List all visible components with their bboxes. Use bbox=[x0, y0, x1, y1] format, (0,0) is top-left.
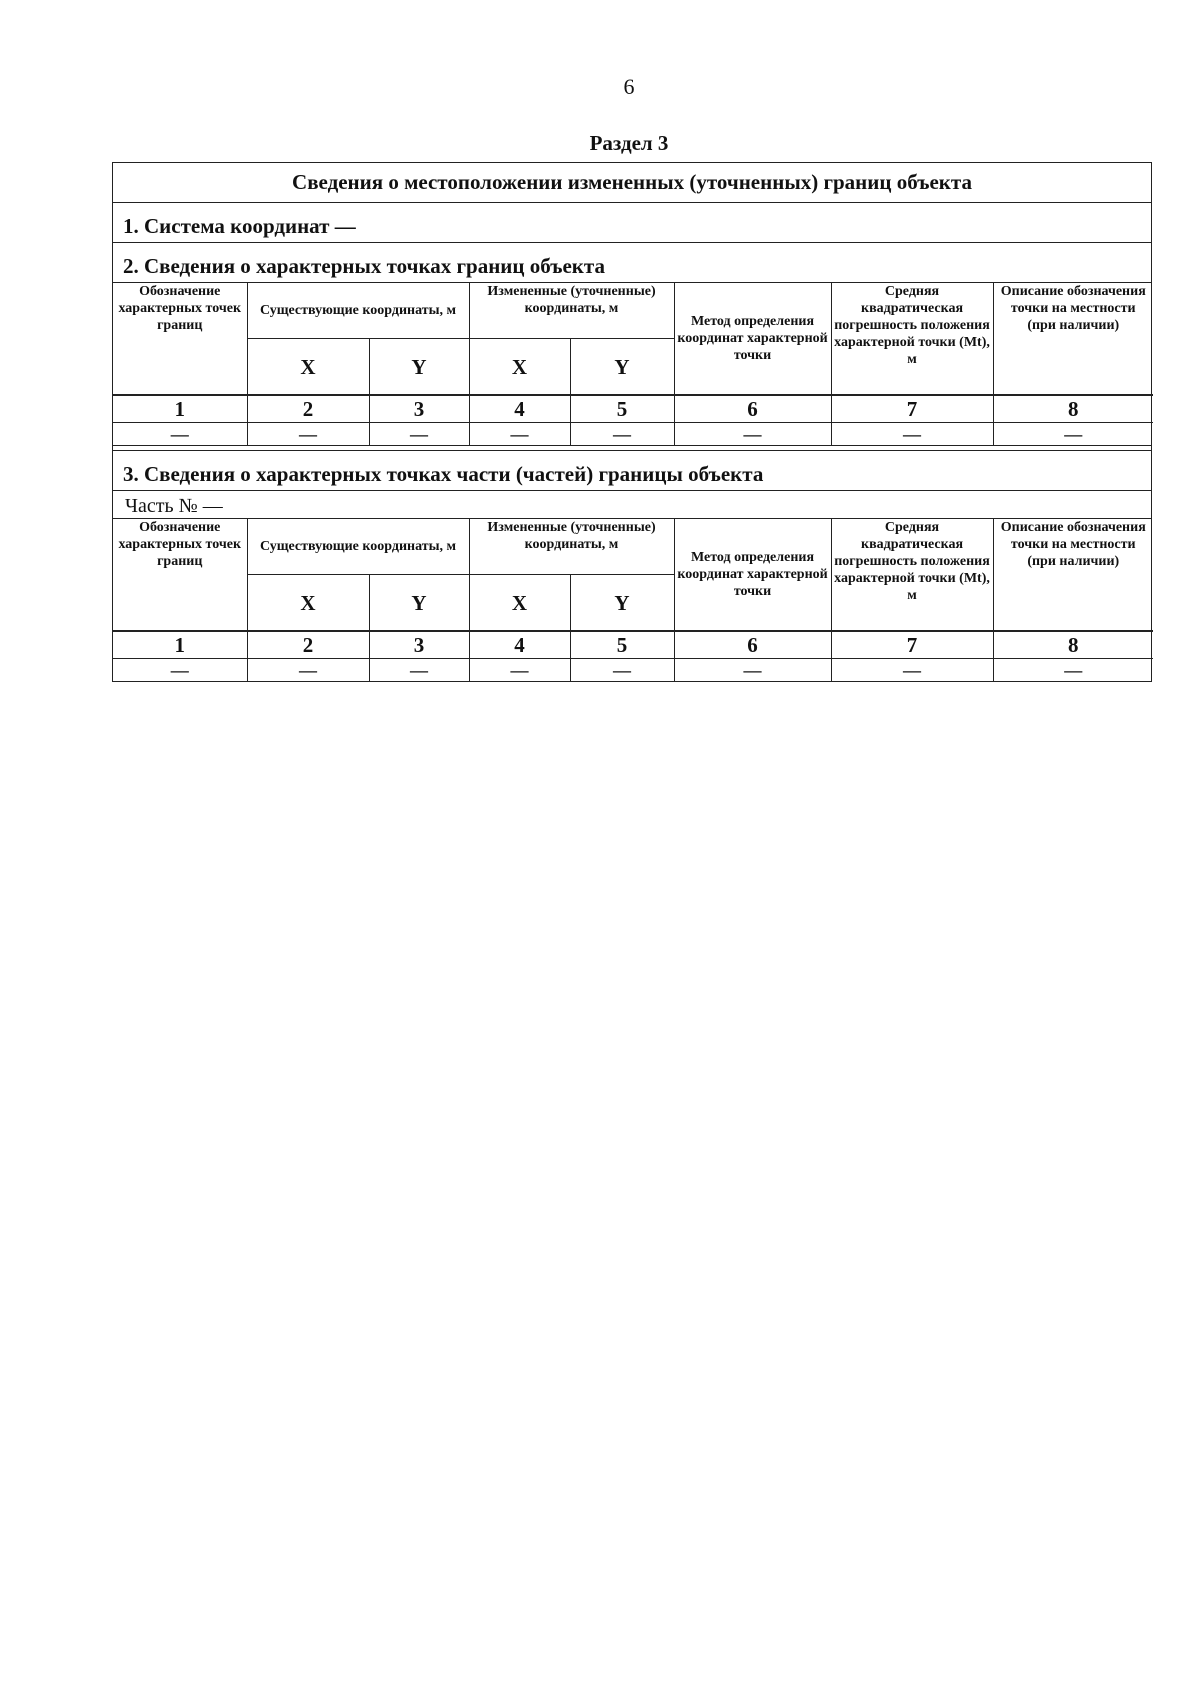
table-row bbox=[113, 659, 1153, 682]
section-title: Раздел 3 bbox=[589, 131, 669, 155]
empty-cell: — bbox=[369, 659, 469, 682]
coordinate-system-row: 1. Система координат — bbox=[113, 203, 1151, 243]
column-numbers-row bbox=[113, 631, 1153, 659]
header-existing-x: X bbox=[247, 339, 369, 396]
table-header-row bbox=[113, 519, 1153, 575]
empty-cell: — bbox=[369, 423, 469, 446]
table-row bbox=[113, 423, 1153, 446]
part-points-table bbox=[113, 519, 1153, 681]
header-existing-y: Y bbox=[369, 339, 469, 396]
empty-cell: — bbox=[570, 423, 674, 446]
empty-cell: — bbox=[831, 659, 993, 682]
empty-cell: — bbox=[113, 423, 247, 446]
empty-cell: — bbox=[993, 659, 1153, 682]
empty-cell: — bbox=[831, 423, 993, 446]
column-number: 2 bbox=[247, 395, 369, 423]
header-description: Описание обозначения точки на местности (при наличии) bbox=[993, 283, 1153, 395]
boundary-points-table bbox=[113, 283, 1153, 445]
empty-cell: — bbox=[570, 659, 674, 682]
column-number: 6 bbox=[674, 395, 831, 423]
empty-cell: — bbox=[674, 659, 831, 682]
column-number: 5 bbox=[570, 395, 674, 423]
empty-cell: — bbox=[247, 423, 369, 446]
boundary-points-title: 2. Сведения о характерных точках границ объекта bbox=[113, 243, 1151, 283]
header-designation: Обозначение характерных точек границ bbox=[113, 519, 247, 631]
boundary-form bbox=[112, 162, 1152, 682]
table-header-row bbox=[113, 283, 1153, 339]
column-number: 1 bbox=[113, 395, 247, 423]
page-number: 6 bbox=[623, 74, 635, 99]
column-number: 8 bbox=[993, 395, 1153, 423]
header-description: Описание обозначения точки на местности (при наличии) bbox=[993, 519, 1153, 631]
form-title: Сведения о местоположении измененных (уточненных) границ объекта bbox=[113, 163, 1151, 203]
header-changed-coords: Измененные (уточненные) координаты, м bbox=[469, 519, 674, 575]
column-number: 4 bbox=[469, 395, 570, 423]
empty-cell: — bbox=[993, 423, 1153, 446]
header-existing-coords: Существующие координаты, м bbox=[247, 283, 469, 339]
column-number: 3 bbox=[369, 631, 469, 659]
empty-cell: — bbox=[469, 659, 570, 682]
header-existing-x: X bbox=[247, 575, 369, 632]
header-designation: Обозначение характерных точек границ bbox=[113, 283, 247, 395]
column-number: 7 bbox=[831, 395, 993, 423]
empty-cell: — bbox=[469, 423, 570, 446]
header-method: Метод определения координат характерной точки bbox=[674, 519, 831, 631]
header-changed-y: Y bbox=[570, 339, 674, 396]
column-number: 2 bbox=[247, 631, 369, 659]
empty-cell: — bbox=[674, 423, 831, 446]
column-number: 4 bbox=[469, 631, 570, 659]
header-changed-y: Y bbox=[570, 575, 674, 632]
header-changed-coords: Измененные (уточненные) координаты, м bbox=[469, 283, 674, 339]
column-number: 5 bbox=[570, 631, 674, 659]
header-existing-coords: Существующие координаты, м bbox=[247, 519, 469, 575]
column-number: 7 bbox=[831, 631, 993, 659]
empty-cell: — bbox=[113, 659, 247, 682]
empty-cell: — bbox=[247, 659, 369, 682]
header-method: Метод определения координат характерной точки bbox=[674, 283, 831, 395]
header-error: Средняя квадратическая погрешность положения характерной точки (Mt), м bbox=[831, 283, 993, 395]
column-numbers-row bbox=[113, 395, 1153, 423]
part-number-label: Часть № — bbox=[113, 491, 1151, 519]
header-changed-x: X bbox=[469, 575, 570, 632]
column-number: 6 bbox=[674, 631, 831, 659]
column-number: 3 bbox=[369, 395, 469, 423]
part-points-title: 3. Сведения о характерных точках части (частей) границы объекта bbox=[113, 451, 1151, 491]
header-existing-y: Y bbox=[369, 575, 469, 632]
column-number: 1 bbox=[113, 631, 247, 659]
header-error: Средняя квадратическая погрешность положения характерной точки (Mt), м bbox=[831, 519, 993, 631]
column-number: 8 bbox=[993, 631, 1153, 659]
header-changed-x: X bbox=[469, 339, 570, 396]
